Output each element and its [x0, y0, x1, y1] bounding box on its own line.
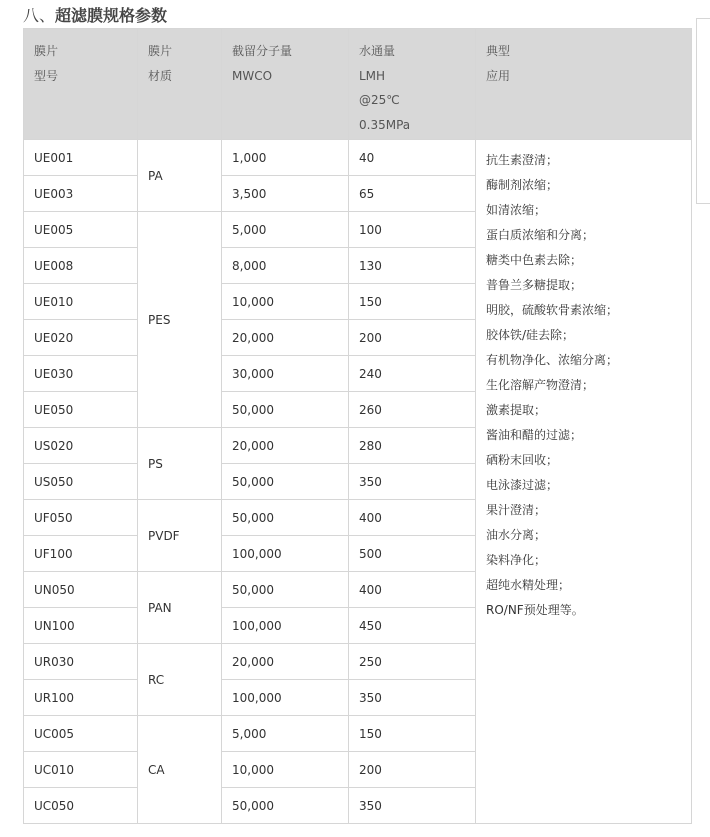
application-item: 有机物净化、浓缩分离；: [486, 353, 619, 367]
flux-cell: 200: [349, 320, 476, 356]
mwco-cell: 5,000: [222, 716, 349, 752]
mwco-cell: 20,000: [222, 428, 349, 464]
mwco-cell: 5,000: [222, 212, 349, 248]
flux-cell: 200: [349, 752, 476, 788]
application-item: 酶制剂浓缩；: [486, 178, 559, 192]
model-cell: UR100: [24, 680, 138, 716]
mwco-cell: 100,000: [222, 608, 349, 644]
application-item: 生化溶解产物澄清；: [486, 378, 595, 392]
application-item: 油水分离；: [486, 528, 547, 542]
flux-cell: 40: [349, 140, 476, 176]
flux-cell: 250: [349, 644, 476, 680]
mwco-cell: 100,000: [222, 680, 349, 716]
flux-cell: 280: [349, 428, 476, 464]
material-cell: PVDF: [138, 500, 222, 572]
table-row: [24, 140, 692, 176]
section-number: 八、: [23, 6, 56, 25]
section-title: 超滤膜规格参数: [55, 6, 168, 25]
header-line: 应用: [486, 68, 511, 83]
application-item: 蛋白质浓缩和分离；: [486, 228, 595, 242]
model-cell: UN100: [24, 608, 138, 644]
application-item: 硒粉末回收；: [486, 453, 559, 467]
header-mwco: [222, 29, 349, 140]
flux-cell: 240: [349, 356, 476, 392]
flux-cell: 260: [349, 392, 476, 428]
mwco-cell: 20,000: [222, 644, 349, 680]
application-item: 普鲁兰多糖提取；: [486, 278, 583, 292]
header-line: LMH: [359, 68, 386, 83]
material-cell: PAN: [138, 572, 222, 644]
flux-cell: 150: [349, 716, 476, 752]
flux-cell: 100: [349, 212, 476, 248]
header-line: 型号: [34, 68, 59, 83]
flux-cell: 400: [349, 572, 476, 608]
model-cell: UE030: [24, 356, 138, 392]
mwco-cell: 10,000: [222, 752, 349, 788]
application-item: 超纯水精处理；: [486, 578, 571, 592]
material-cell: RC: [138, 644, 222, 716]
mwco-cell: 8,000: [222, 248, 349, 284]
model-cell: UF100: [24, 536, 138, 572]
material-cell: PES: [138, 212, 222, 428]
mwco-cell: 50,000: [222, 788, 349, 824]
application-item: 果汁澄清；: [486, 503, 547, 517]
mwco-cell: 3,500: [222, 176, 349, 212]
flux-cell: 65: [349, 176, 476, 212]
page-title: [23, 3, 167, 29]
mwco-cell: 50,000: [222, 464, 349, 500]
mwco-cell: 50,000: [222, 572, 349, 608]
mwco-cell: 10,000: [222, 284, 349, 320]
material-cell: CA: [138, 716, 222, 824]
model-cell: UE001: [24, 140, 138, 176]
flux-cell: 130: [349, 248, 476, 284]
model-cell: UE010: [24, 284, 138, 320]
header-application: [476, 29, 692, 140]
header-material: [138, 29, 222, 140]
table-header: [24, 29, 692, 140]
mwco-cell: 30,000: [222, 356, 349, 392]
model-cell: UE003: [24, 176, 138, 212]
header-model: [24, 29, 138, 140]
header-line: MWCO: [232, 68, 273, 83]
header-line: 水通量: [359, 44, 396, 58]
application-item: RO/NF预处理等。: [486, 603, 584, 617]
flux-cell: 350: [349, 464, 476, 500]
header-line: 截留分子量: [232, 44, 293, 58]
flux-cell: 400: [349, 500, 476, 536]
header-line: @25℃: [359, 93, 400, 107]
table-body: [24, 140, 692, 824]
application-item: 酱油和醋的过滤；: [486, 428, 583, 442]
header-line: 膜片: [148, 44, 173, 58]
model-cell: UR030: [24, 644, 138, 680]
model-cell: UE008: [24, 248, 138, 284]
model-cell: UE050: [24, 392, 138, 428]
application-item: 电泳漆过滤；: [486, 478, 559, 492]
side-panel-edge: [696, 18, 710, 204]
header-line: 膜片: [34, 44, 59, 58]
material-cell: PS: [138, 428, 222, 500]
header-line: 材质: [148, 68, 173, 83]
flux-cell: 450: [349, 608, 476, 644]
header-line: 典型: [486, 44, 511, 58]
spec-table: [23, 28, 692, 824]
header-row: [24, 29, 692, 140]
application-cell: [476, 140, 692, 824]
flux-cell: 350: [349, 788, 476, 824]
application-item: 明胶，硫酸软骨素浓缩；: [486, 303, 619, 317]
application-item: 染料净化；: [486, 553, 547, 567]
model-cell: UE020: [24, 320, 138, 356]
material-cell: PA: [138, 140, 222, 212]
model-cell: UN050: [24, 572, 138, 608]
application-item: 激素提取；: [486, 403, 547, 417]
mwco-cell: 100,000: [222, 536, 349, 572]
application-item: 如清浓缩；: [486, 203, 547, 217]
mwco-cell: 20,000: [222, 320, 349, 356]
application-item: 胶体铁/硅去除；: [486, 328, 575, 342]
application-item: 糖类中色素去除；: [486, 253, 583, 267]
model-cell: US050: [24, 464, 138, 500]
flux-cell: 150: [349, 284, 476, 320]
model-cell: UE005: [24, 212, 138, 248]
mwco-cell: 50,000: [222, 392, 349, 428]
mwco-cell: 1,000: [222, 140, 349, 176]
model-cell: UF050: [24, 500, 138, 536]
model-cell: UC010: [24, 752, 138, 788]
model-cell: UC050: [24, 788, 138, 824]
model-cell: UC005: [24, 716, 138, 752]
header-line: 0.35MPa: [359, 117, 411, 132]
header-flux: [349, 29, 476, 140]
flux-cell: 350: [349, 680, 476, 716]
mwco-cell: 50,000: [222, 500, 349, 536]
flux-cell: 500: [349, 536, 476, 572]
application-item: 抗生素澄清；: [486, 153, 559, 167]
model-cell: US020: [24, 428, 138, 464]
